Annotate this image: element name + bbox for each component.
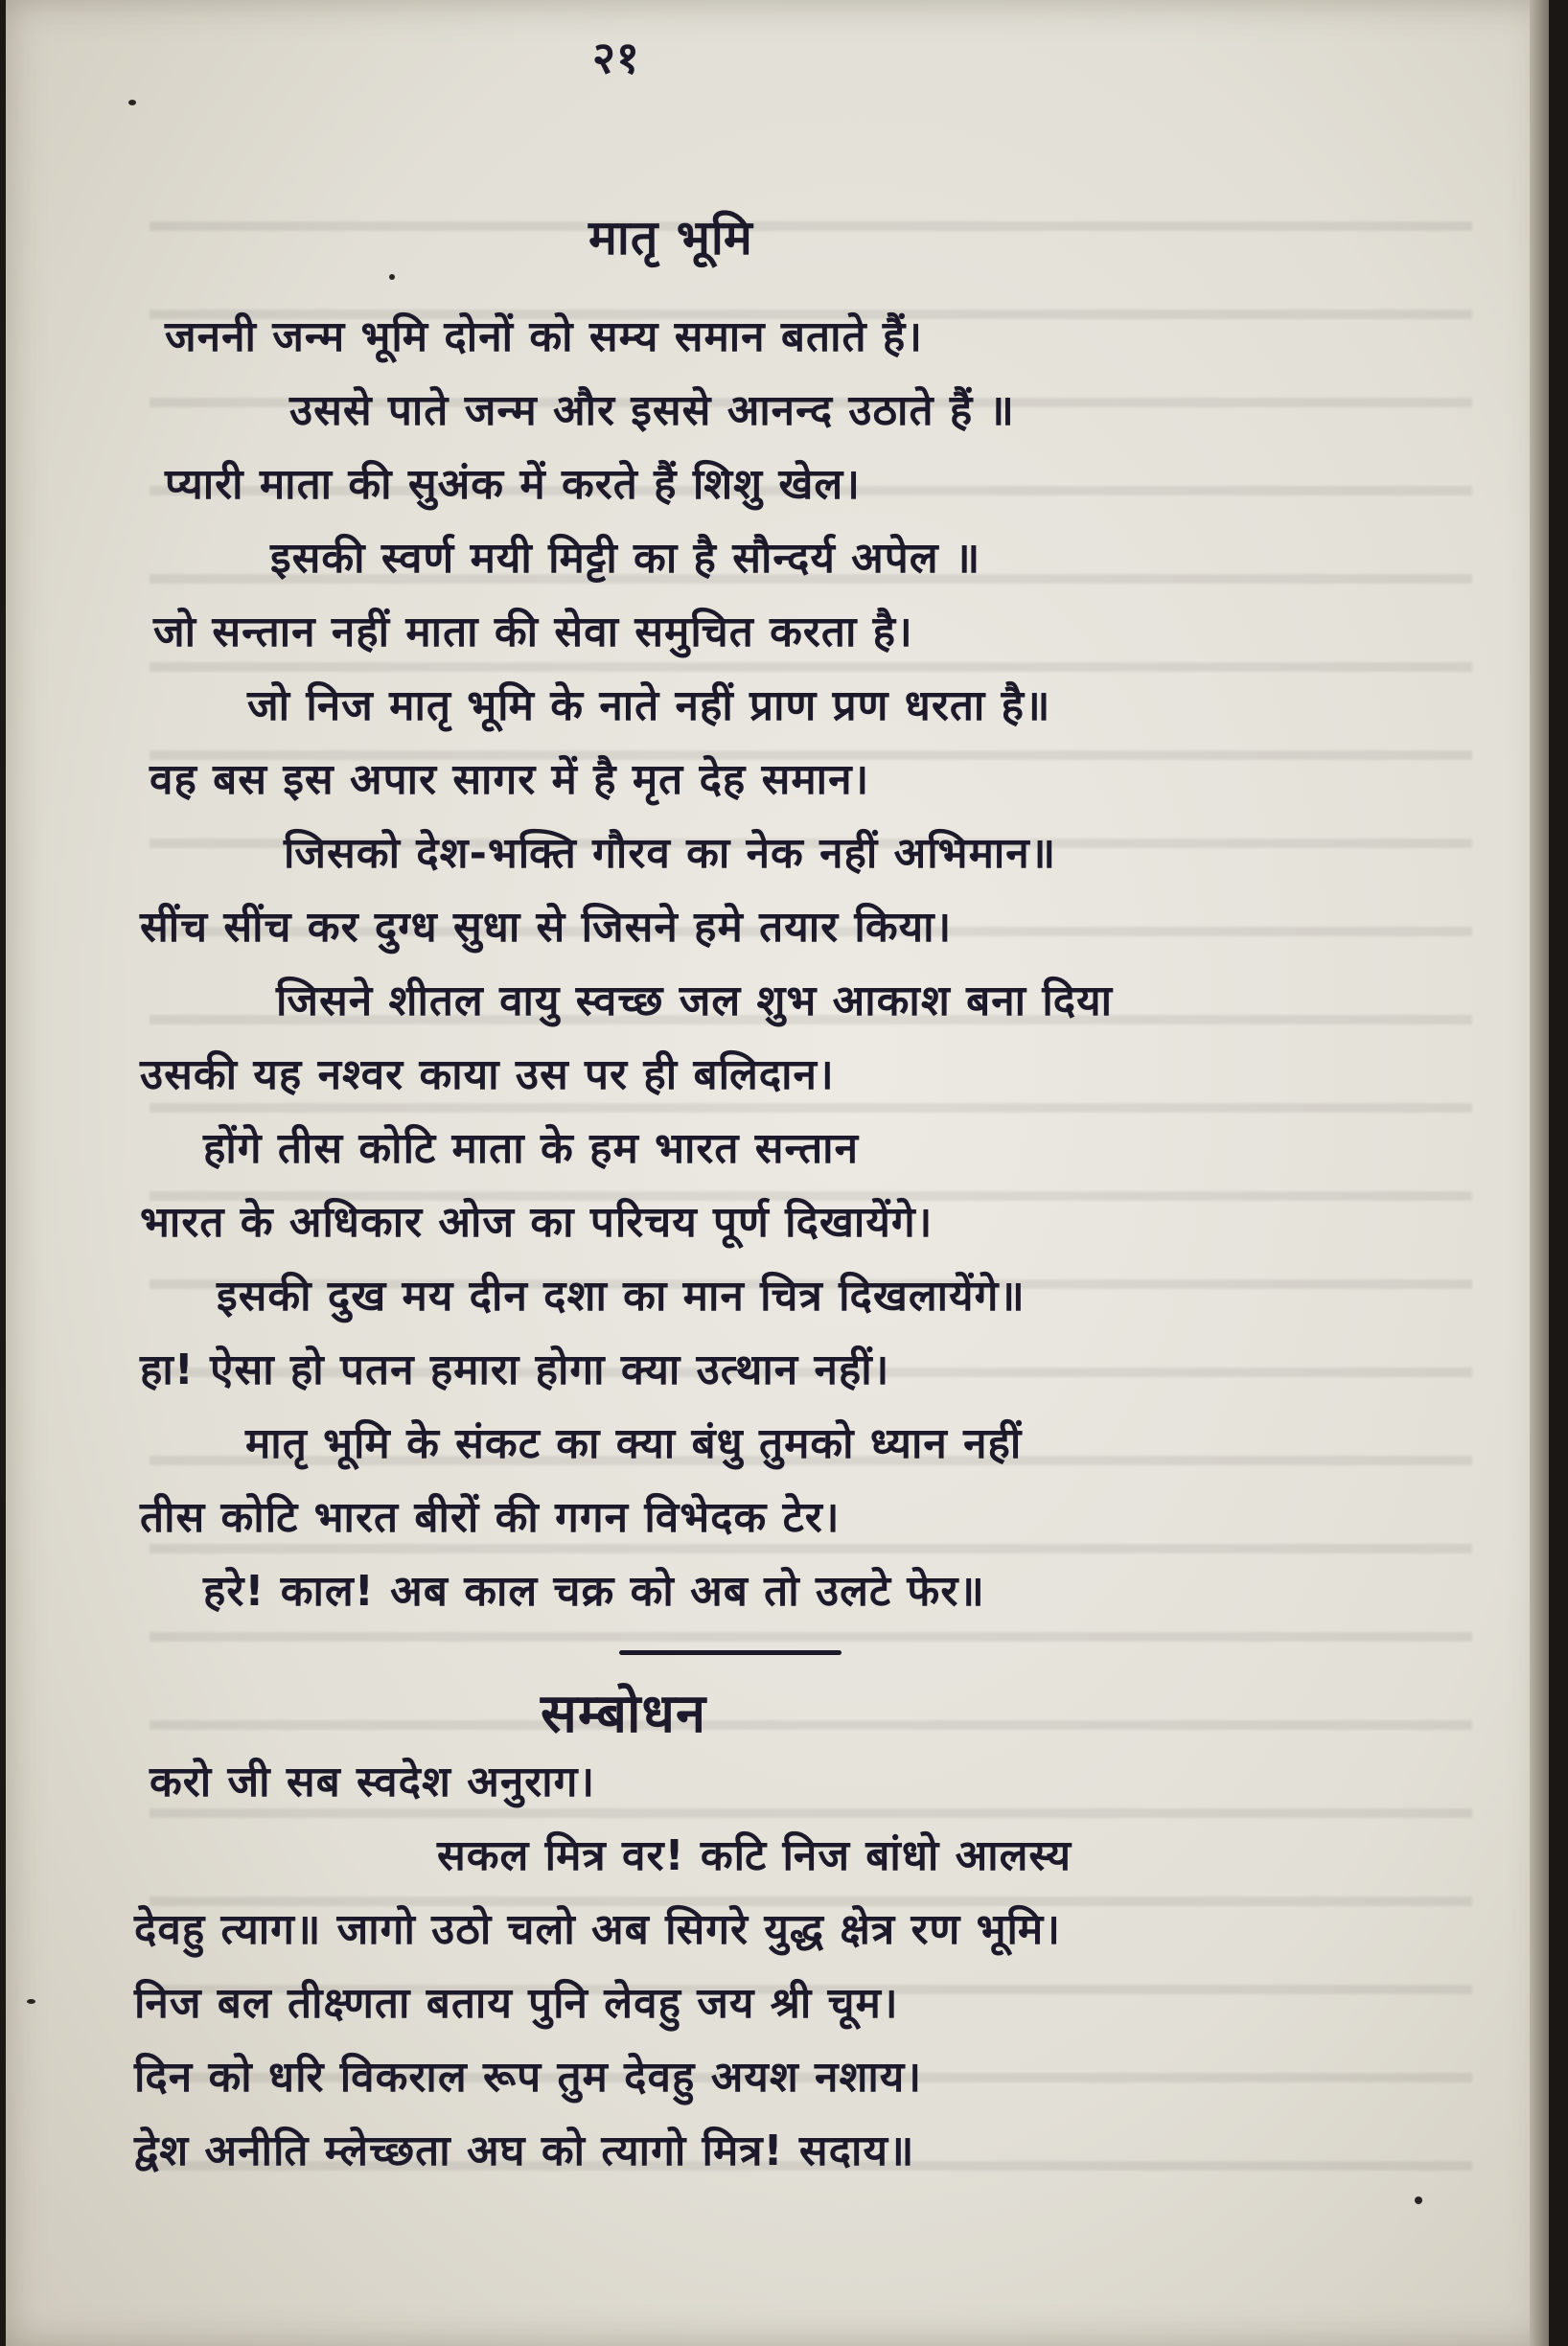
poem1-line: जिसको देश-भक्ति गौरव का नेक नहीं अभिमान॥ [284,829,1057,878]
poem1-line: प्यारी माता की सुअंक में करते हैं शिशु खेल। [165,460,861,509]
poem-title-sambodhan: सम्बोधन [541,1683,707,1745]
poem2-line: सकल मित्र वर! कटि निज बांधो आलस्य [437,1831,1072,1880]
poem2-line: दिन को धरि विकराल रूप तुम देवहु अयश नशाय। [134,2053,922,2102]
ink-speck [1415,2196,1422,2204]
poem1-line: होंगे तीस कोटि माता के हम भारत सन्तान [203,1124,859,1173]
ink-speck [389,274,395,280]
book-spine-edge [1530,0,1549,2346]
poem1-line: उससे पाते जन्म और इससे आनन्द उठाते हैं ॥ [289,386,1015,435]
section-divider [619,1650,842,1655]
poem1-line: हा! ऐसा हो पतन हमारा होगा क्या उत्थान नहीं। [140,1346,890,1394]
ink-speck [27,1999,35,2004]
poem1-line: भारत के अधिकार ओज का परिचय पूर्ण दिखायेंगे। [140,1198,934,1247]
poem1-line: उसकी यह नश्वर काया उस पर ही बलिदान। [140,1050,835,1099]
poem1-line: इसकी स्वर्ण मयी मिट्टी का है सौन्दर्य अपेल ॥ [270,534,981,583]
poem1-line: हरे! काल! अब काल चक्र को अब तो उलटे फेर॥ [203,1567,985,1616]
poem2-line: करो जी सब स्वदेश अनुराग। [150,1758,596,1806]
poem2-line: द्वेश अनीति म्लेच्छता अघ को त्यागो मित्र! सदाय॥ [134,2127,915,2175]
page-number: २१ [592,32,640,83]
poem-title-matri-bhumi: मातृ भूमि [588,210,753,265]
poem1-line: जो सन्तान नहीं माता की सेवा समुचित करता है। [153,608,913,656]
poem1-line: वह बस इस अपार सागर में है मृत देह समान। [150,755,870,804]
poem1-line: जिसने शीतल वायु स्वच्छ जल शुभ आकाश बना दिया [276,977,1114,1025]
poem1-line: इसकी दुख मय दीन दशा का मान चित्र दिखलायेंगे॥ [217,1272,1026,1321]
poem1-line: सींच सींच कर दुग्ध सुधा से जिसने हमे तयार किया। [140,903,953,952]
poem1-line: तीस कोटि भारत बीरों की गगन विभेदक टेर। [140,1493,841,1542]
poem1-line: मातृ भूमि के संकट का क्या बंधु तुमको ध्यान नहीं [245,1419,1023,1468]
poem2-line: देवहु त्याग॥ जागो उठो चलो अब सिगरे युद्ध क्षेत्र रण भूमि। [134,1905,1061,1954]
ink-speck [128,100,136,105]
poem1-line: जो निज मातृ भूमि के नाते नहीं प्राण प्रण धरता है॥ [247,681,1051,730]
poem2-line: निज बल तीक्ष्णता बताय पुनि लेवहु जय श्री चूम। [134,1979,899,2028]
book-page [6,0,1549,2346]
poem1-line: जननी जन्म भूमि दोनों को सम्य समान बताते हैं। [165,312,923,361]
